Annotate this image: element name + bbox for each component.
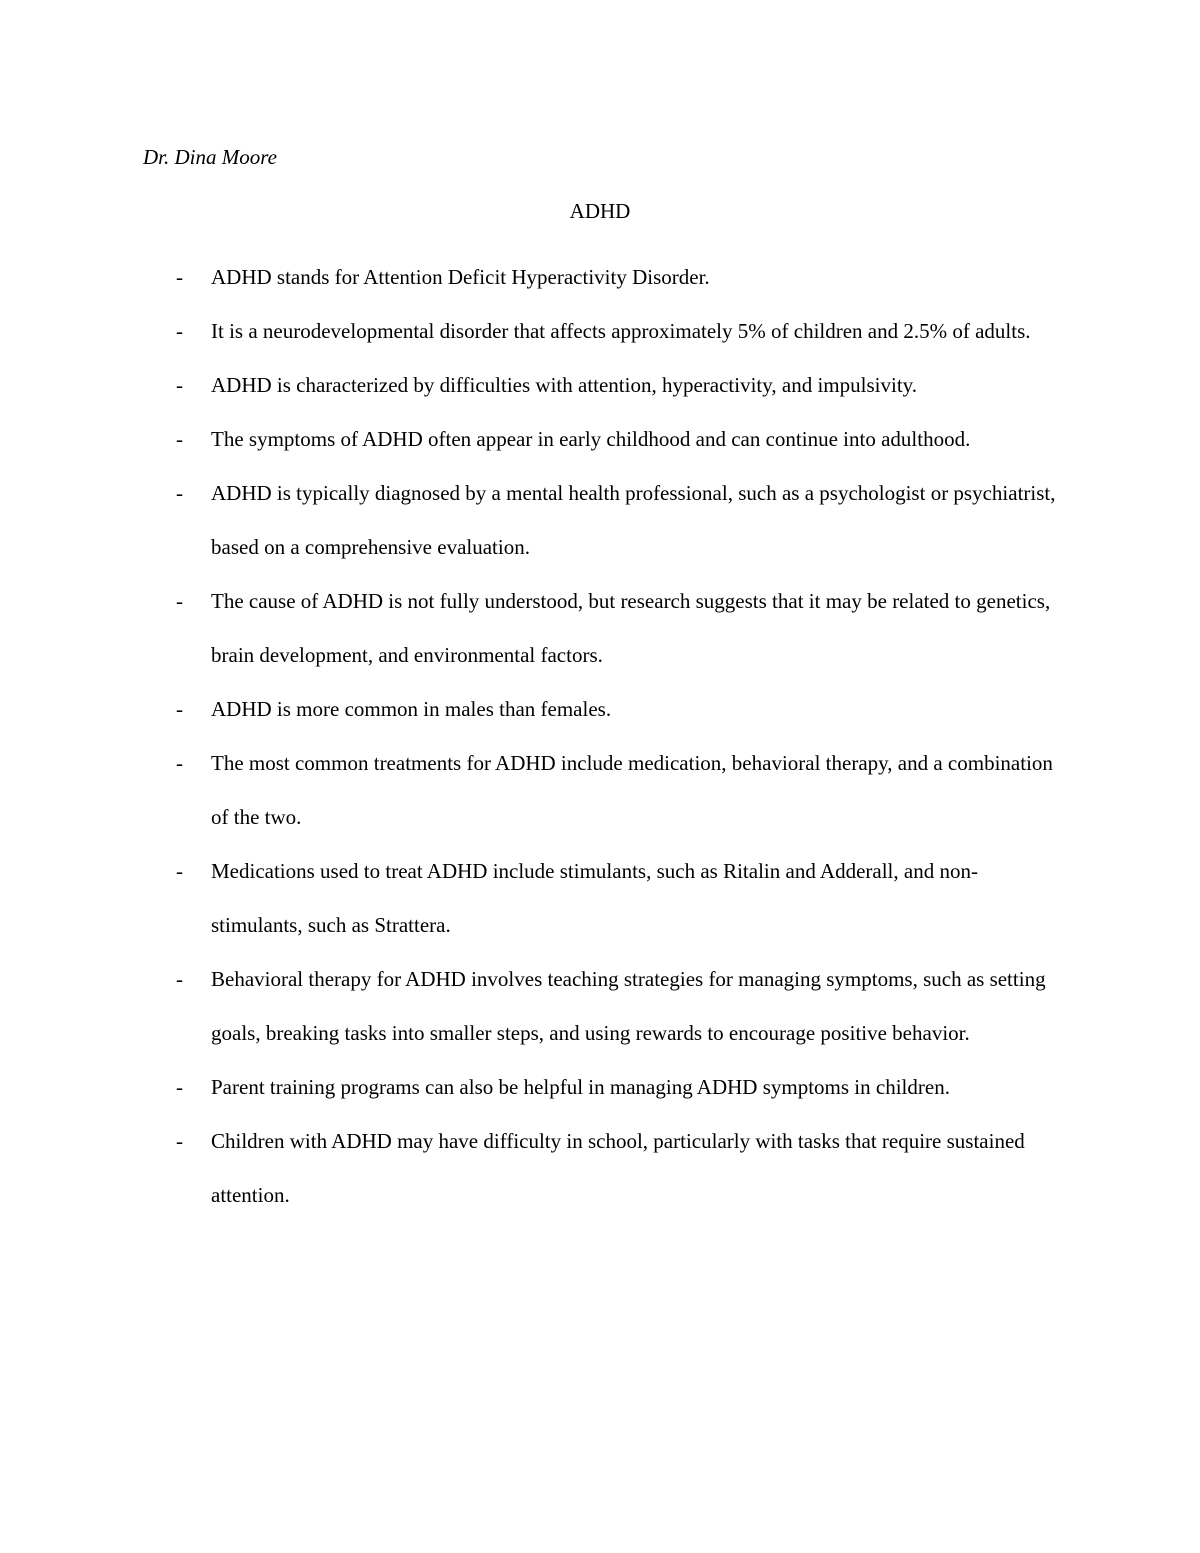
list-item	[0, 1060, 1200, 1114]
bullet-dash: -	[176, 751, 183, 775]
document-title: ADHD	[569, 199, 631, 223]
list-item-text: Parent training programs can also be helpful in managing ADHD symptoms in children.	[211, 1075, 950, 1099]
list-item	[0, 412, 1200, 466]
bullet-dash: -	[176, 1129, 183, 1153]
list-item-text: ADHD is typically diagnosed by a mental health professional, such as a psychologist or psychiatrist, based on a comprehensive evaluation.	[211, 481, 1056, 559]
bullet-dash: -	[176, 967, 183, 991]
bullet-dash: -	[176, 697, 183, 721]
bullet-dash: -	[176, 859, 183, 883]
list-item	[0, 844, 1200, 952]
list-item-text: The symptoms of ADHD often appear in early childhood and can continue into adulthood.	[211, 427, 971, 451]
list-item-text: ADHD stands for Attention Deficit Hyperactivity Disorder.	[211, 265, 710, 289]
list-item	[0, 736, 1200, 844]
list-item-text: The most common treatments for ADHD include medication, behavioral therapy, and a combination of the two.	[211, 751, 1053, 829]
bullet-dash: -	[176, 427, 183, 451]
list-item-text: ADHD is characterized by difficulties with attention, hyperactivity, and impulsivity.	[211, 373, 918, 397]
list-item-text: Medications used to treat ADHD include stimulants, such as Ritalin and Adderall, and non-stimulants, such as Strattera.	[211, 859, 978, 937]
bullet-dash: -	[176, 589, 183, 613]
list-item-text: ADHD is more common in males than females.	[211, 697, 612, 721]
bullet-dash: -	[176, 319, 183, 343]
author-name: Dr. Dina Moore	[143, 145, 277, 169]
bullet-dash: -	[176, 265, 183, 289]
list-item	[0, 304, 1200, 358]
list-item	[0, 466, 1200, 574]
list-item	[0, 682, 1200, 736]
list-item	[0, 250, 1200, 304]
list-item-text: It is a neurodevelopmental disorder that affects approximately 5% of children and 2.5% of adults.	[211, 319, 1031, 343]
bullet-dash: -	[176, 1075, 183, 1099]
list-item	[0, 952, 1200, 1060]
list-item	[0, 358, 1200, 412]
bullet-dash: -	[176, 373, 183, 397]
list-item-text: Behavioral therapy for ADHD involves teaching strategies for managing symptoms, such as setting goals, breaking tasks into smaller steps, and using rewards to encourage positive behavior.	[211, 967, 1046, 1045]
list-item-text: Children with ADHD may have difficulty in school, particularly with tasks that require sustained attention.	[211, 1129, 1025, 1207]
bullet-list	[0, 250, 1200, 1222]
list-item-text: The cause of ADHD is not fully understood, but research suggests that it may be related to genetics, brain development, and environmental factors.	[211, 589, 1051, 667]
bullet-dash: -	[176, 481, 183, 505]
list-item	[0, 1114, 1200, 1222]
list-item	[0, 574, 1200, 682]
